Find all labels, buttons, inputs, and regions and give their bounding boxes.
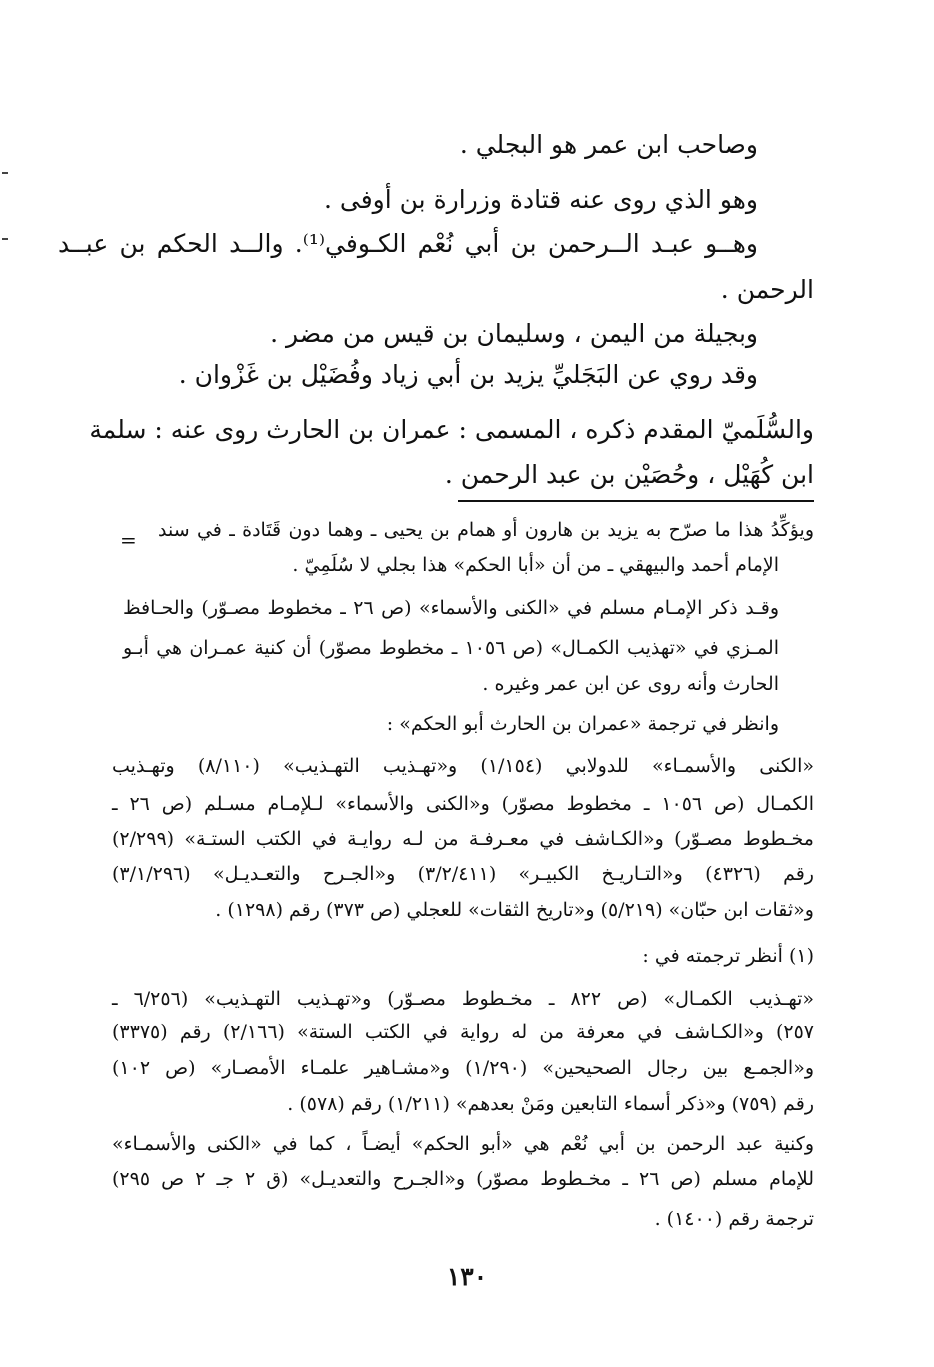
footnote-line: ويؤكِّدُ هذا ما صرّح به يزيد بن هارون أو همام بن يحيى ـ وهما دون قَتَادة ـ في سند bbox=[158, 519, 814, 541]
margin-mark bbox=[2, 172, 8, 174]
main-text-line: ابن كُهَيْل ، وحُصَيْن بن عبد الرحمن . bbox=[444, 460, 814, 489]
footnote-separator bbox=[458, 500, 814, 502]
footnote-line: «الكنى والأسمـاء» للدولابي (١/١٥٤) و«تهـذيب التهـذيب» (٨/١١٠) وتهـذيب bbox=[112, 755, 814, 777]
footnote-line: (١) أنظر ترجمته في : bbox=[642, 945, 814, 967]
main-text-line: وهــو عبـد الــرحمن بن أبي نُعْم الكـوفي⁽¹⁾. والــد الحكم بن عبــد bbox=[58, 229, 758, 258]
footnote-line: «تهـذيب الكمـال» (ص ٨٢٢ ـ مخـطوط مصـوّر) و«تهـذيب التهـذيب» (٦/٢٥٦ ـ bbox=[112, 988, 814, 1010]
margin-mark bbox=[2, 238, 8, 240]
footnote-line: و«ثقات ابن حبّان» (٥/٢١٩) و«تاريخ الثقات» للعجلي (ص ٣٧٣) رقم (١٢٩٨) . bbox=[215, 899, 814, 921]
page-number: ١٣٠ bbox=[446, 1262, 488, 1291]
footnote-line: وانظر في ترجمة «عمران بن الحارث أبو الحكم» : bbox=[386, 713, 779, 735]
footnote-line: وكنية عبد الرحمن بن أبي نُعْم هي «أبو الحكم» أيضـاً ، كما في «الكنى والأسمـاء» bbox=[112, 1133, 814, 1155]
footnote-line: مخـطوط مصـوّر) و«الكـاشف في معـرفـة من لـه روايـة في الكتب الستـة» (٢/٢٩٩) bbox=[112, 828, 814, 850]
footnote-line: وقـد ذكر الإمـام مسلم في «الكنى والأسماء» (ص ٢٦ ـ مخطوط مصـوّر) والحـافظ bbox=[123, 597, 779, 619]
main-text-line: وقد روي عن البَجَليِّ يزيد بن أبي زياد وفُضَيْل بن غَزْوان . bbox=[178, 360, 758, 389]
main-text-line: والسُّلَميّ المقدم ذكره ، المسمى : عمران بن الحارث روى عنه : سلمة bbox=[89, 415, 814, 444]
footnote-line: رقم (٤٣٢٦) و«التـاريـخ الكبيـر» (٣/٢/٤١١) و«الجـرح والتعـديـل» (٣/١/٢٩٦) bbox=[112, 863, 814, 885]
continuation-mark: = bbox=[120, 528, 137, 552]
footnote-line: رقم (٧٥٩) و«ذكر أسماء التابعين ومَنْ بعدهم» (١/٢١١) رقم (٥٧٨) . bbox=[287, 1093, 814, 1115]
main-text-line: وبجيلة من اليمن ، وسليمان بن قيس من مضر . bbox=[270, 319, 758, 348]
footnote-line: ترجمة رقم (١٤٠٠) . bbox=[654, 1208, 814, 1230]
footnote-line: للإمام مسلم (ص ٢٦ ـ مخـطوط مصوّر) و«الجـرح والتعديـل» (ق ٢ جـ ٢ ص ٢٩٥) bbox=[112, 1168, 815, 1190]
footnote-line: الكمـال (ص ١٠٥٦ ـ مخطوط مصوّر) و«الكنى والأسماء» لـلإمـام مسـلم (ص ٢٦ ـ bbox=[112, 793, 814, 815]
footnote-line: و«الجمـع بين رجال الصحيحين» (١/٢٩٠) و«مشـاهير علمـاء الأمصـار» (ص ١٠٢) bbox=[112, 1057, 814, 1079]
main-text-line: الرحمن . bbox=[720, 275, 814, 304]
footnote-line: المـزي في «تهذيب الكمـال» (ص ١٠٥٦ ـ مخطوط مصوّر) أن كنية عمـران هي أبـو bbox=[123, 637, 779, 659]
footnote-line: ٢٥٧) و«الكـاشف في معرفة من له رواية في الكتب الستة» (٢/١٦٦) رقم (٣٣٧٥) bbox=[112, 1021, 814, 1043]
main-text-line: وصاحب ابن عمر هو البجلي . bbox=[459, 130, 758, 159]
footnote-line: الإمام أحمد والبيهقي ـ من أن «أبا الحكم» هذا بجلي لا سُلَمِيّ . bbox=[292, 554, 779, 576]
main-text-line: وهو الذي روى عنه قتادة وزرارة بن أوفى . bbox=[324, 185, 758, 214]
footnote-line: الحارث وأنه روى عن ابن عمر وغيره . bbox=[482, 673, 779, 695]
